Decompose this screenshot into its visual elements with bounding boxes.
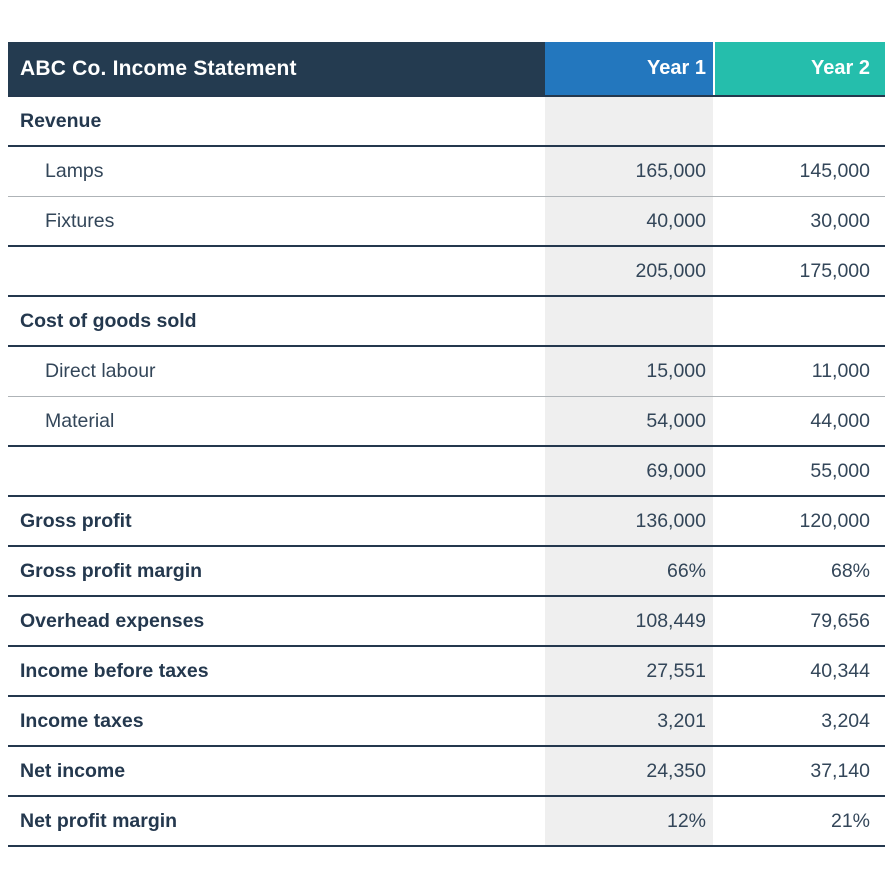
year2-value: 68% <box>830 559 870 582</box>
year1-value <box>545 97 713 145</box>
row-label: Net income <box>20 759 126 782</box>
table-row-overhead-expenses <box>8 597 885 647</box>
row-label: Lamps <box>45 160 104 182</box>
year1-value <box>545 297 713 345</box>
year1-value: 66% <box>545 547 713 595</box>
table-row-income-taxes <box>8 697 885 747</box>
year2-value: 44,000 <box>810 409 870 432</box>
year1-value: 24,350 <box>545 747 713 795</box>
row-label: Fixtures <box>45 209 115 232</box>
row-label <box>8 447 545 495</box>
year1-value: 27,551 <box>545 647 713 695</box>
table-row-gross-profit <box>8 497 885 547</box>
table-row-net-profit-margin <box>8 797 885 847</box>
year1-value: 165,000 <box>545 147 713 196</box>
year2-value: 11,000 <box>811 360 870 382</box>
table-row-gross-profit-margin <box>8 547 885 597</box>
year1-value: 40,000 <box>545 197 713 245</box>
year2-value: 175,000 <box>799 259 870 282</box>
table-row-cogs-total <box>8 447 885 497</box>
year1-value: 15,000 <box>545 347 713 396</box>
year1-value: 12% <box>545 797 713 845</box>
year2-value: 40,344 <box>810 659 870 682</box>
row-label <box>8 247 545 295</box>
table-row-lamps <box>8 147 885 197</box>
row-label: Revenue <box>20 109 102 132</box>
table-row-revenue <box>8 97 885 147</box>
row-label: Income before taxes <box>20 659 209 682</box>
table-row-cogs <box>8 297 885 347</box>
table-row-income-before-taxes <box>8 647 885 697</box>
year2-column-header: Year 2 <box>715 42 885 95</box>
year2-value: 21% <box>830 809 870 832</box>
year2-value: 145,000 <box>799 160 870 182</box>
row-label: Net profit margin <box>20 809 178 832</box>
year2-value: 55,000 <box>810 459 870 482</box>
year2-value: 79,656 <box>810 609 870 632</box>
table-row-direct-labour <box>8 347 885 397</box>
row-label: Cost of goods sold <box>20 309 197 332</box>
table-header-row <box>8 42 885 97</box>
year1-value: 205,000 <box>545 247 713 295</box>
year1-value: 108,449 <box>545 597 713 645</box>
year1-column-header: Year 1 <box>545 42 713 95</box>
row-label: Direct labour <box>45 360 156 382</box>
row-label: Income taxes <box>20 709 144 732</box>
year2-value: 120,000 <box>799 509 870 532</box>
year2-value <box>713 97 885 145</box>
row-label: Gross profit <box>20 509 132 532</box>
year1-value: 69,000 <box>545 447 713 495</box>
year1-value: 54,000 <box>545 397 713 445</box>
year2-value: 3,204 <box>821 709 870 732</box>
year1-value: 136,000 <box>545 497 713 545</box>
table-row-fixtures <box>8 197 885 247</box>
table-row-net-income <box>8 747 885 797</box>
row-label: Gross profit margin <box>20 559 203 582</box>
row-label: Overhead expenses <box>20 609 205 632</box>
year1-value: 3,201 <box>545 697 713 745</box>
table-row-material <box>8 397 885 447</box>
row-label: Material <box>45 409 115 432</box>
table-title: ABC Co. Income Statement <box>8 42 545 95</box>
table-row-revenue-total <box>8 247 885 297</box>
year2-value: 30,000 <box>810 209 870 232</box>
income-statement-table <box>8 42 885 847</box>
year2-value: 37,140 <box>810 759 870 782</box>
year2-value <box>713 297 885 345</box>
